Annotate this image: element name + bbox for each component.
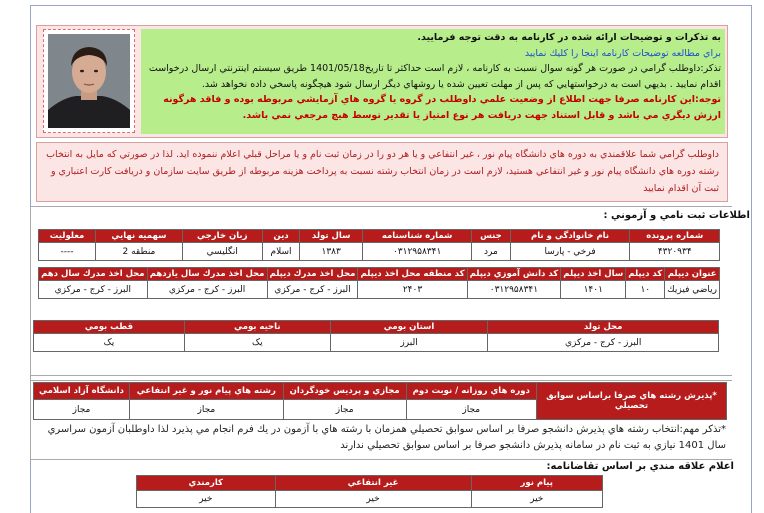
daily-courses-status: مجاز bbox=[406, 400, 536, 420]
col-language: زبان خارجي bbox=[182, 230, 262, 243]
col-grade11-place: محل اخذ مدرك سال يازدهم bbox=[147, 268, 267, 281]
interest-title: اعلام علاقه مندي بر اساس تقاضانامه: bbox=[546, 461, 734, 472]
table-row bbox=[137, 491, 603, 508]
explanations-link[interactable]: براي مطالعه توضيحات كارنامه اينجا را كليك نماييد bbox=[524, 47, 721, 59]
col-full-name: نام خانوادگي و نام bbox=[510, 230, 630, 243]
col-diploma-title: عنوان ديپلم bbox=[665, 268, 720, 281]
diploma-table bbox=[38, 267, 720, 299]
important-note: *تذكر مهم:انتخاب رشته هاي پذيرش دانشجو صرفا بر اساس سوابق تحصيلي همزمان با رشته هاي با آزمون در يك فرم انجام مي پذيرد لذا داوطلبان آزمون سراسري سال 1401 نيازي به ثبت نام در سامانه پذيرش دانشجو صرفا بر اساس سوابق تحصيلي ندارند bbox=[47, 424, 726, 451]
diploma-place: البرز - كرج - مركزي bbox=[267, 281, 358, 299]
notice-line-1: به تذكرات و توضيحات ارائه شده در كارنامه به دقت توجه فرماييد. bbox=[417, 32, 721, 43]
col-region-code: كد منطقه محل اخذ ديپلم bbox=[358, 268, 467, 281]
payamnoor-status: مجاز bbox=[129, 400, 283, 420]
azad-university-status: مجاز bbox=[34, 400, 130, 420]
personal-info-table bbox=[38, 229, 720, 261]
religion: اسلام bbox=[262, 243, 300, 261]
diploma-code: ۱۰ bbox=[626, 281, 665, 299]
notice-box bbox=[36, 25, 728, 138]
disability: ---- bbox=[39, 243, 96, 261]
grade11-place: البرز - كرج - مركزي bbox=[147, 281, 267, 299]
native-region-table bbox=[33, 320, 719, 352]
notice-line-4: توجه:اين كارنامه صرفا جهت اطلاع از وضعيت علمي داوطلب در گروه يا گروه هاي آزمايشي مربوطه بوده و فاقد هرگونه ارزش ديگري مي باشد و قابل استناد جهت دريافت هر نوع امتياز يا تقدير توسط هيچ مرجعي نمي باشد. bbox=[163, 94, 721, 121]
col-native-pole: قطب بومي bbox=[34, 321, 185, 334]
native-pole: يک bbox=[34, 334, 185, 352]
interest-notice: داوطلب گرامي شما علاقمندي به دوره هاي دانشگاه پيام نور ، غير انتفاعي و يا هر دو را در زمان ثبت نام و يا مراحل قبلي اعلام ننموده ايد. لذا در صورتي كه مايل به انتخاب رشته دوره هاي دانشگاه پيام نور و غير انتفاعي هستيد، لازم است در زمان انتخاب رشته نسبت به پرداخت هزينه مربوطه از طريق سايت سازمان و دريافت كارت اعتباري و ثبت آن اقدام نماييد bbox=[36, 142, 728, 202]
col-disability: معلوليت bbox=[39, 230, 96, 243]
col-native-area: ناحيه بومي bbox=[184, 321, 330, 334]
col-file-number: شماره پرونده bbox=[630, 230, 720, 243]
col-payamnoor: رشته هاي پيام نور و غير انتفاعي bbox=[129, 383, 283, 400]
language: انگليسي bbox=[182, 243, 262, 261]
col-payamnoor-interest: پيام نور bbox=[471, 476, 603, 491]
table-row bbox=[34, 334, 719, 352]
full-name: فرخي - پارسا bbox=[510, 243, 630, 261]
file-number: ۴۳۲۰۹۳۴ bbox=[630, 243, 720, 261]
col-birth-place: محل تولد bbox=[488, 321, 719, 334]
payamnoor-interest: خير bbox=[471, 491, 603, 508]
gender: مرد bbox=[472, 243, 510, 261]
admission-row-header: *پذيرش رشته هاي صرفا براساس سوابق تحصيلي bbox=[537, 383, 727, 420]
nonprofit-interest: خير bbox=[275, 491, 471, 508]
col-employee-interest: كارمندي bbox=[137, 476, 276, 491]
native-province: البرز bbox=[330, 334, 487, 352]
col-diploma-code: كد ديپلم bbox=[626, 268, 665, 281]
col-nonprofit-interest: غير انتفاعي bbox=[275, 476, 471, 491]
col-native-province: استان بومي bbox=[330, 321, 487, 334]
col-daily-courses: دوره هاي روزانه / نوبت دوم bbox=[406, 383, 536, 400]
birth-year: ۱۳۸۳ bbox=[300, 243, 363, 261]
col-quota: سهميه نهايي bbox=[96, 230, 183, 243]
col-gender: جنس bbox=[472, 230, 510, 243]
interest-table bbox=[136, 475, 603, 508]
id-number: ۰۳۱۲۹۵۸۳۴۱ bbox=[363, 243, 472, 261]
native-area: يک bbox=[184, 334, 330, 352]
table-row bbox=[39, 243, 720, 261]
notice-line-3: تذكر:داوطلب گرامي در صورت هر گونه سوال نسبت به كارنامه ، لازم است حداكثر تا تاريخ1401/05/18 طريق سيستم اينترنتي ارسال درخواست اقدام نماييد . بديهي است به درخواستهايي كه پس از مهلت تعيين شده يا روشهاي ديگر ارسال شود هيچگونه پاسخي داده نخواهد شد. bbox=[148, 63, 721, 90]
region-code: ۲۴۰۳ bbox=[358, 281, 467, 299]
admission-table bbox=[33, 382, 727, 420]
table-row bbox=[39, 281, 720, 299]
col-birth-year: سال تولد bbox=[300, 230, 363, 243]
col-azad-university: دانشگاه آزاد اسلامي bbox=[34, 383, 130, 400]
col-virtual-pardis: مجازي و پرديس خودگردان bbox=[283, 383, 406, 400]
grade10-place: البرز - كرج - مركزي bbox=[39, 281, 148, 299]
employee-interest: خير bbox=[137, 491, 276, 508]
section-title: اطلاعات ثبت نامي و آزموني : bbox=[603, 210, 750, 221]
quota: منطقه 2 bbox=[96, 243, 183, 261]
student-code: ۰۳۱۲۹۵۸۳۴۱ bbox=[467, 281, 561, 299]
col-id-number: شماره شناسنامه bbox=[363, 230, 472, 243]
col-student-code: كد دانش آموزي ديپلم bbox=[467, 268, 561, 281]
diploma-title: رياضي فيزيك bbox=[665, 281, 720, 299]
col-grade10-place: محل اخذ مدرك سال دهم bbox=[39, 268, 148, 281]
diploma-year: ۱۴۰۱ bbox=[561, 281, 626, 299]
birth-place: البرز - كرج - مركزي bbox=[488, 334, 719, 352]
col-religion: دين bbox=[262, 230, 300, 243]
col-diploma-place: محل اخذ مدرك ديپلم bbox=[267, 268, 358, 281]
col-diploma-year: سال اخذ ديپلم bbox=[561, 268, 626, 281]
virtual-pardis-status: مجاز bbox=[283, 400, 406, 420]
candidate-photo bbox=[43, 29, 135, 133]
